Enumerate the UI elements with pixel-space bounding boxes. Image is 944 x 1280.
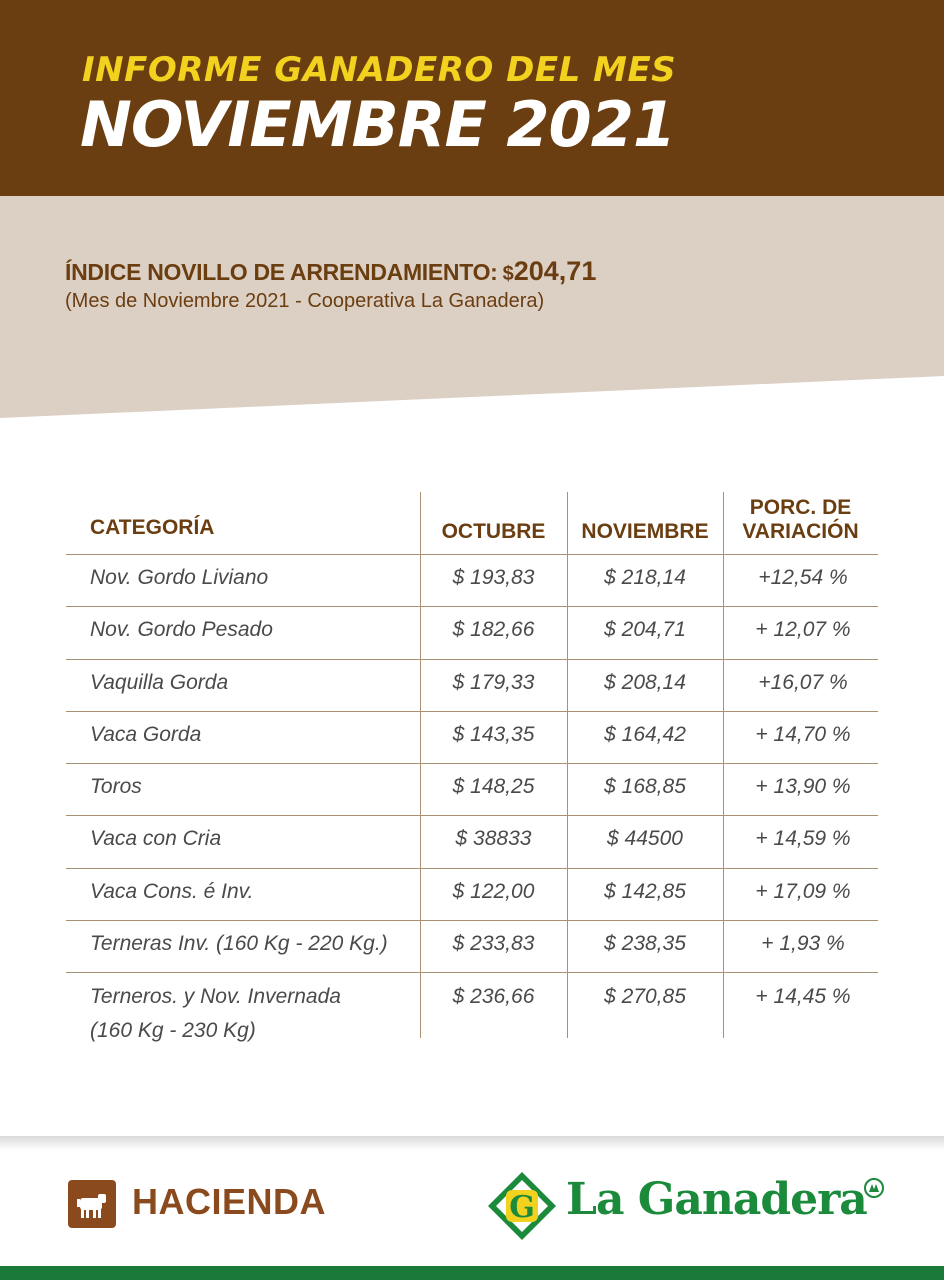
cell-variation: + 13,90 % — [755, 775, 851, 798]
brand-logo-icon — [486, 1170, 558, 1246]
cell-variation: + 17,09 % — [755, 880, 851, 903]
header-october: OCTUBRE — [441, 520, 546, 543]
header-variation — [723, 496, 878, 544]
cell-november: $ 238,35 — [604, 932, 686, 955]
header-variation-line2: VARIACIÓN — [742, 520, 859, 543]
index-label: ÍNDICE NOVILLO DE ARRENDAMIENTO: — [65, 259, 498, 285]
cell-category: Terneros. y Nov. Invernada — [90, 985, 341, 1008]
cell-category: Terneras Inv. (160 Kg - 220 Kg.) — [90, 932, 388, 955]
section-label: HACIENDA — [132, 1181, 327, 1222]
cell-variation: + 12,07 % — [755, 618, 851, 641]
cell-october: $ 179,33 — [452, 671, 535, 694]
cell-october: $ 122,00 — [452, 880, 535, 903]
cell-november: $ 204,71 — [604, 618, 686, 641]
cell-variation: + 1,93 % — [761, 932, 845, 955]
cell-variation: +16,07 % — [758, 671, 848, 694]
cell-october: $ 236,66 — [452, 985, 535, 1008]
header-category: CATEGORÍA — [90, 516, 215, 539]
footer-divider — [0, 1136, 944, 1150]
cattle-icon — [68, 1180, 116, 1228]
index-line — [65, 256, 596, 287]
cell-category-line2: (160 Kg - 230 Kg) — [90, 1019, 256, 1042]
row-divider — [66, 920, 878, 921]
cell-variation: +12,54 % — [758, 566, 848, 589]
bottom-bar — [0, 1266, 944, 1280]
row-divider — [66, 763, 878, 764]
cell-november: $ 142,85 — [604, 880, 686, 903]
cell-october: $ 143,35 — [452, 723, 535, 746]
cell-october: $ 148,25 — [452, 775, 535, 798]
cell-category: Nov. Gordo Liviano — [90, 566, 269, 589]
cell-variation: + 14,45 % — [755, 985, 851, 1008]
cell-october: $ 233,83 — [452, 932, 535, 955]
cell-variation: + 14,70 % — [755, 723, 851, 746]
header-banner — [0, 0, 944, 196]
row-divider — [66, 815, 878, 816]
header-november: NOVIEMBRE — [581, 520, 709, 543]
cell-variation: + 14,59 % — [755, 827, 851, 850]
cell-october: $ 182,66 — [452, 618, 535, 641]
cell-november: $ 218,14 — [604, 566, 686, 589]
cell-category: Vaca con Cria — [90, 827, 222, 850]
cell-category: Vaca Cons. é Inv. — [90, 880, 254, 903]
cell-november: $ 270,85 — [604, 985, 686, 1008]
row-divider — [66, 554, 878, 555]
cell-november: $ 44500 — [607, 827, 683, 850]
row-divider — [66, 972, 878, 973]
index-subtitle: (Mes de Noviembre 2021 - Cooperativa La Ganadera) — [65, 290, 545, 312]
row-divider — [66, 711, 878, 712]
index-value: 204,71 — [513, 256, 597, 286]
logo-letter: G — [509, 1190, 535, 1225]
header-variation-line1: PORC. DE — [749, 496, 852, 519]
brand-mark-icon — [862, 1178, 886, 1202]
cell-category: Vaca Gorda — [90, 723, 202, 746]
cell-category: Vaquilla Gorda — [90, 671, 229, 694]
index-currency: $ — [502, 263, 514, 285]
cell-october: $ 193,83 — [452, 566, 535, 589]
report-kicker: INFORME GANADERO DEL MES — [82, 50, 677, 90]
brand-name: La Ganadera — [566, 1174, 867, 1225]
cell-category: Toros — [90, 775, 142, 798]
row-divider — [66, 659, 878, 660]
row-divider — [66, 868, 878, 869]
cell-category: Nov. Gordo Pesado — [90, 618, 273, 641]
cell-november: $ 168,85 — [604, 775, 686, 798]
row-divider — [66, 606, 878, 607]
cell-november: $ 164,42 — [604, 723, 686, 746]
report-title: NOVIEMBRE 2021 — [80, 88, 675, 161]
cell-october: $ 38833 — [455, 827, 532, 850]
cell-november: $ 208,14 — [604, 671, 686, 694]
